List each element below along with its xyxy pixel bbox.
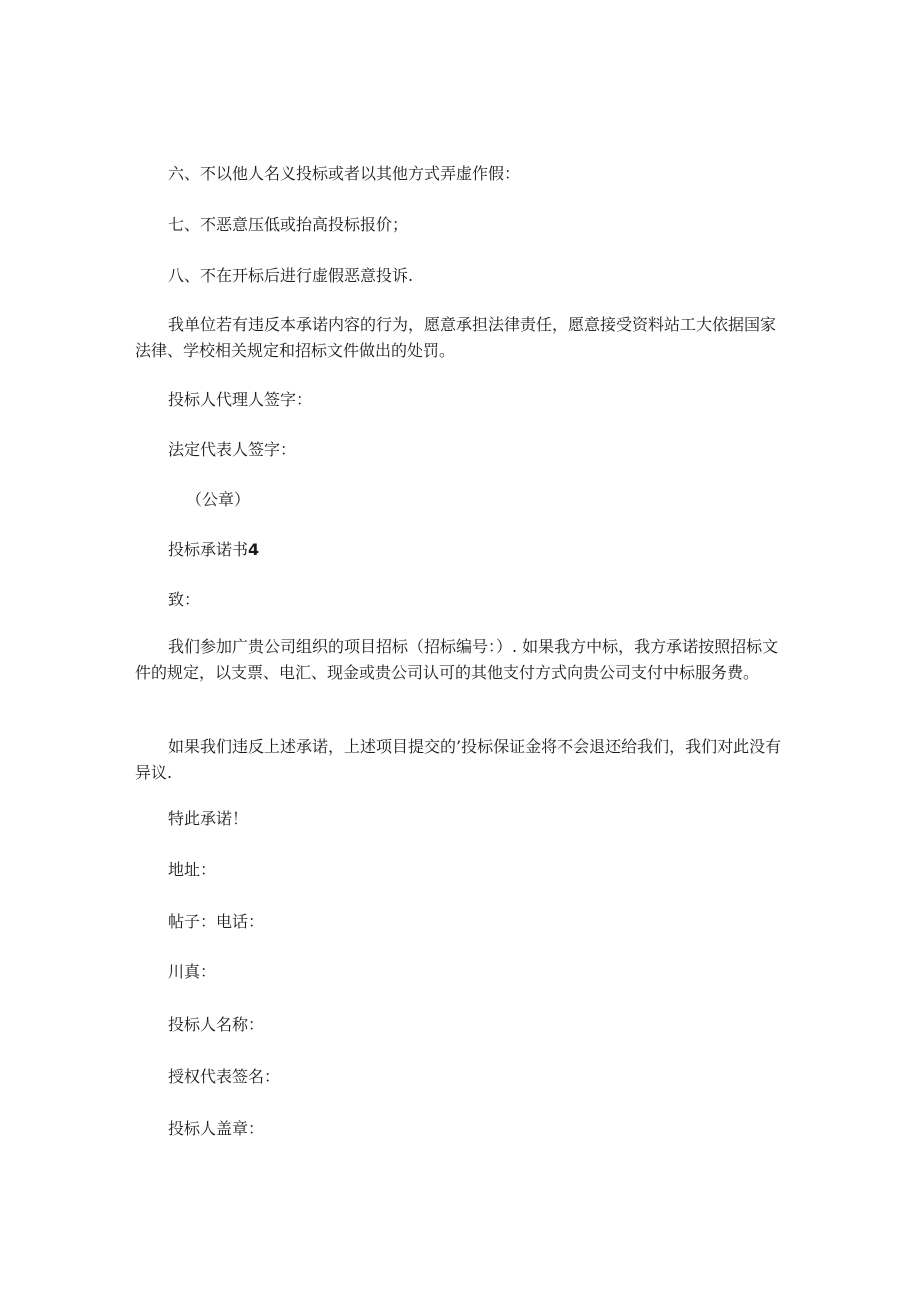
clause-eight: 八、不在开标后进行虚假恶意投诉. [168,266,414,285]
breach-paragraph: 如果我们违反上述承诺，上述项目提交的’投标保证金将不会退还给我们，我们对此没有异议. [135,737,782,782]
clause-six: 六、不以他人名义投标或者以其他方式弄虚作假： [168,164,521,183]
heading-number: 4 [248,540,260,559]
clause-seven: 七、不恶意压低或抬高投标报价； [168,215,409,234]
salutation: 致： [168,590,201,609]
heading-text: 投标承诺书 [168,540,249,559]
hereby-commit: 特此承诺！ [168,809,249,828]
legal-rep-signature-label: 法定代表人签字： [168,440,297,459]
official-seal-label: （公章） [186,490,251,509]
fax-label: 川真： [168,962,217,981]
agent-signature-label: 投标人代理人签字： [168,390,313,409]
authorized-rep-label: 授权代表签名： [168,1067,281,1086]
commitment-paragraph: 我们参加广贵公司组织的项目招标（招标编号：）. 如果我方中标，我方承诺按照招标文件的规定，以支票、电汇、现金或贵公司认可的其他支付方式向贵公司支付中标服务费。 [135,637,779,682]
post-phone-label: 帖子：电话： [168,912,265,931]
bidder-seal-label: 投标人盖章： [168,1119,265,1138]
bidder-name-label: 投标人名称： [168,1015,265,1034]
violation-paragraph: 我单位若有违反本承诺内容的行为，愿意承担法律责任，愿意接受资料站工大依据国家法律、学校相关规定和招标文件做出的处罚。 [135,315,777,360]
section-heading [168,537,788,563]
address-label: 地址： [168,860,217,879]
